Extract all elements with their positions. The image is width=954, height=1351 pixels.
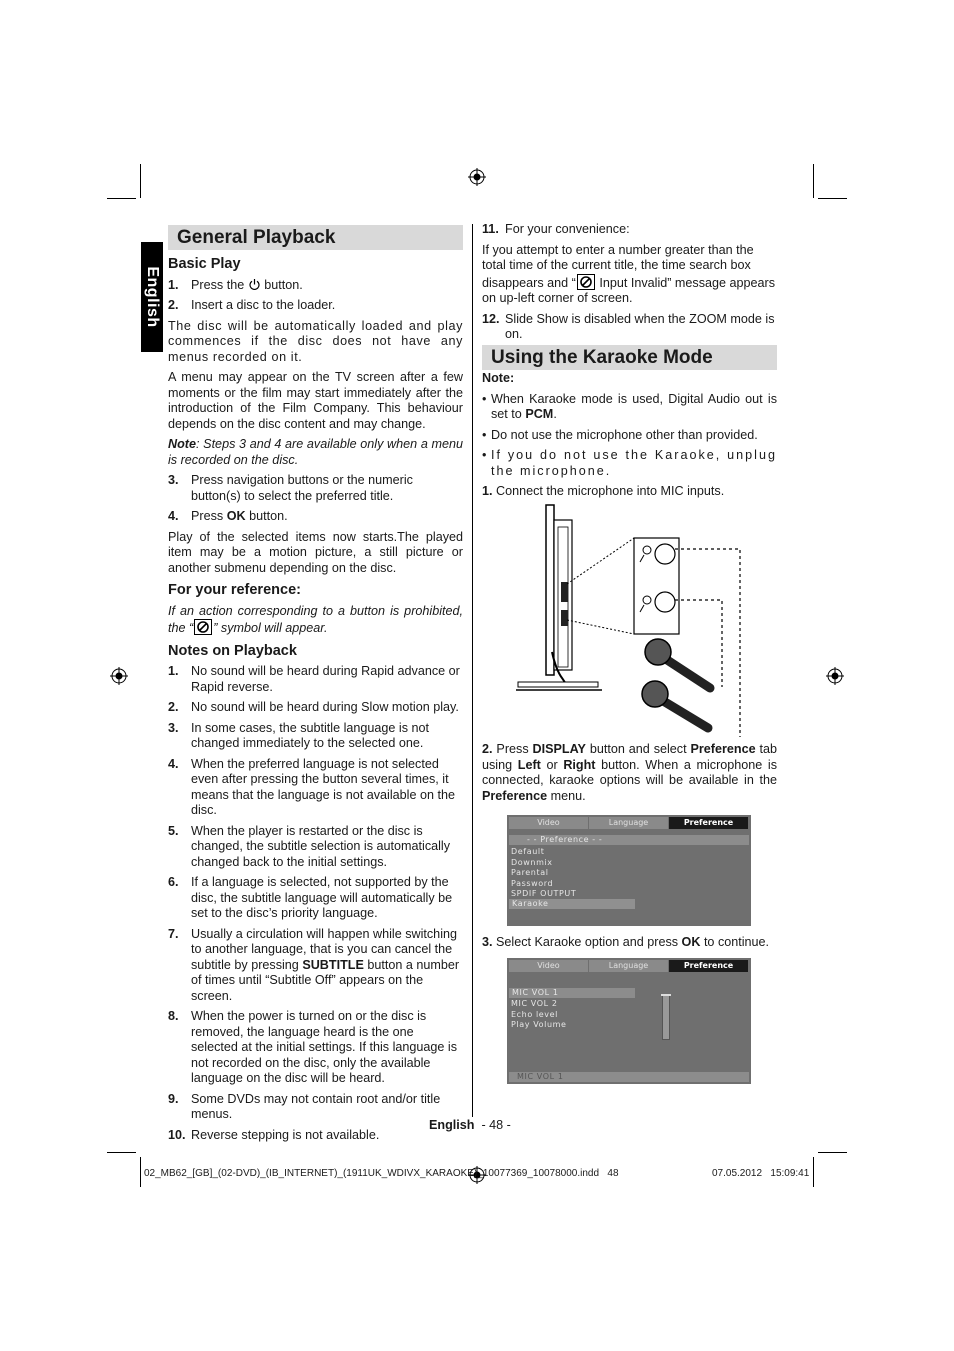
osd-row-selected: MIC VOL 1	[509, 988, 635, 998]
list-item: 4. When the preferred language is not selected even after pressing the button several times, it means that the language is not available on the disc.	[168, 756, 455, 817]
paragraph: The disc will be automatically loaded and play commences if the disc does not have any menus recorded on it.	[168, 318, 463, 364]
osd-tab-preference: Preference	[669, 817, 748, 829]
osd-row: Default	[511, 847, 545, 856]
step-2: 2. Insert a disc to the loader.	[168, 298, 336, 312]
section-title-karaoke: Using the Karaoke Mode	[482, 345, 777, 370]
left-column	[168, 254, 463, 1148]
volume-slider	[662, 994, 670, 1040]
crop-mark	[813, 164, 814, 198]
note-heading: Note:	[482, 371, 515, 385]
item-11: 11. For your convenience:	[482, 222, 630, 236]
tv-microphone-illustration	[512, 502, 744, 738]
paragraph: If you attempt to enter a number greater than the total time of the current title, the time search box disappears and “ Input Invalid” message appears on up-left corner of screen.	[482, 242, 776, 305]
item-12: 12. Slide Show is disabled when the ZOOM mode is on.	[482, 311, 775, 341]
heading-reference: For your reference:	[168, 582, 301, 598]
print-file-info: 02_MB62_[GB]_(02-DVD)_(IB_INTERNET)_(1911UK_WDIVX_KARAOKE)_10077369_10078000.indd 48	[144, 1168, 619, 1179]
osd-row: Play Volume	[511, 1020, 567, 1029]
osd-tab-video: Video	[509, 817, 588, 829]
prohibited-icon	[577, 274, 595, 290]
list-item: 10. Reverse stepping is not available.	[168, 1127, 380, 1142]
osd-row: Echo level	[511, 1010, 558, 1019]
note: Note: Steps 3 and 4 are available only when a menu is recorded on the disc.	[168, 437, 463, 467]
list-item: 8. When the power is turned on or the disc is removed, the language heard is the one selected at the initial settings. If this language is not recorded on the disc, only the available language on the disc will be heard.	[168, 1009, 458, 1085]
language-side-tab: English	[141, 242, 163, 352]
karaoke-step-2: 2. Press DISPLAY button and select Preference tab using Left or Right button. When a microphone is connected, karaoke options will be available in the Preference menu.	[482, 742, 778, 803]
bullet-item: • If you do not use the Karaoke, unplug the microphone.	[482, 448, 777, 478]
crop-mark	[818, 1152, 847, 1153]
column-divider	[472, 224, 473, 1117]
osd-bottom-label: MIC VOL 1	[509, 1072, 749, 1082]
heading-notes-on-playback: Notes on Playback	[168, 642, 297, 659]
osd-tab-video: Video	[509, 960, 588, 972]
osd-tabs	[509, 817, 749, 829]
print-date: 07.05.2012 15:09:41	[712, 1168, 810, 1179]
osd-row: SPDIF OUTPUT	[511, 889, 577, 898]
bullet-item: • Do not use the microphone other than provided.	[482, 427, 758, 442]
osd-menu-karaoke	[507, 958, 751, 1084]
prohibited-icon	[194, 619, 212, 635]
power-icon	[248, 278, 261, 291]
crop-mark	[107, 198, 136, 199]
page-number: English - 48 -	[429, 1118, 511, 1132]
paragraph: A menu may appear on the TV screen after a few moments or the film may start immediately after the introduction of the Film Company. This behaviour depends on the disc content and may change.	[168, 370, 463, 431]
bullet-item: • When Karaoke mode is used, Digital Audio out is set to PCM.	[482, 391, 777, 421]
osd-row-selected: Karaoke	[509, 899, 635, 909]
list-item: 2. No sound will be heard during Slow motion play.	[168, 700, 459, 714]
list-item: 1. No sound will be heard during Rapid advance or Rapid reverse.	[168, 664, 460, 694]
crop-mark	[107, 1152, 136, 1153]
right-column-karaoke	[482, 371, 777, 500]
registration-mark-icon	[468, 168, 486, 186]
list-item: 7. Usually a circulation will happen while switching to another language, that is you can cancel the subtitle by pressing SUBTITLE button a number of times until “Subtitle Off” appears on the screen.	[168, 926, 460, 1003]
step-1: 1. Press the button.	[168, 277, 303, 292]
osd-tab-language: Language	[589, 960, 668, 972]
crop-mark	[813, 1157, 814, 1187]
osd-tab-language: Language	[589, 817, 668, 829]
list-item: 3. In some cases, the subtitle language is not changed immediately to the selected one.	[168, 720, 430, 750]
notes-list	[168, 1009, 463, 1143]
osd-row: Parental	[511, 868, 549, 877]
crop-mark	[140, 1157, 141, 1187]
karaoke-step-1: 1. Connect the microphone into MIC inputs.	[482, 484, 725, 498]
registration-mark-icon	[110, 667, 128, 685]
heading-basic-play: Basic Play	[168, 256, 241, 272]
osd-tab-preference: Preference	[669, 960, 748, 972]
right-column-top	[482, 222, 777, 348]
karaoke-step-3: 3. Select Karaoke option and press OK to continue.	[482, 935, 770, 949]
osd-header: - - Preference - -	[509, 835, 749, 845]
list-item: 5. When the player is restarted or the disc is changed, the subtitle selection is automatically changed back to the initial settings.	[168, 823, 451, 869]
crop-mark	[818, 198, 847, 199]
step-3: 3. Press navigation buttons or the numeric button(s) to select the preferred title.	[168, 473, 413, 503]
list-item: 6. If a language is selected, not supported by the disc, the subtitle language will automatically be set to the disc’s priority language.	[168, 875, 453, 920]
volume-slider-handle	[661, 994, 671, 996]
list-item: 9. Some DVDs may not contain root and/or title menus.	[168, 1091, 441, 1121]
crop-mark	[140, 164, 141, 198]
registration-mark-icon	[826, 667, 844, 685]
osd-row: MIC VOL 2	[511, 999, 558, 1008]
osd-row: Downmix	[511, 858, 553, 867]
osd-row: Password	[511, 879, 554, 888]
reference-text: If an action corresponding to a button is prohibited, the “ ” symbol will appear.	[168, 603, 463, 635]
osd-tabs	[509, 960, 749, 972]
notes-list	[168, 664, 463, 922]
section-title-general-playback: General Playback	[168, 225, 463, 250]
paragraph: Play of the selected items now starts.The played item may be a motion picture, a still picture or another submenu depending on the disc.	[168, 529, 463, 575]
step-4: 4. Press OK button.	[168, 509, 288, 523]
osd-menu-preference	[507, 815, 751, 926]
